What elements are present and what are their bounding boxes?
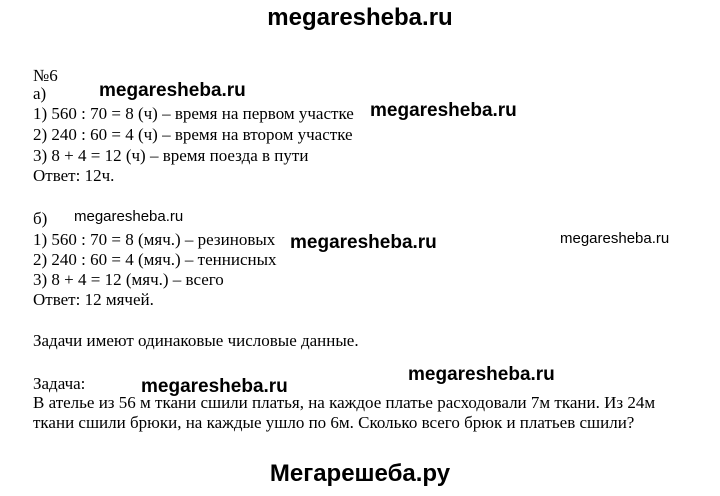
part-b-step-3: 3) 8 + 4 = 12 (мяч.) – всего (33, 270, 224, 289)
part-a-label: а) (33, 84, 47, 103)
conclusion-text: Задачи имеют одинаковые числовые данные. (33, 331, 359, 350)
site-header-watermark: megaresheba.ru (267, 4, 453, 31)
watermark-5: megaresheba.ru (560, 230, 670, 247)
watermark-1: megaresheba.ru (99, 80, 246, 101)
site-footer-watermark: Мегарешеба.ру (269, 460, 451, 487)
part-a-step-3: 3) 8 + 4 = 12 (ч) – время поезда в пути (33, 146, 309, 165)
part-a-step-1: 1) 560 : 70 = 8 (ч) – время на первом участке (33, 104, 354, 123)
problem-line-1: В ателье из 56 м ткани сшили платья, на каждое платье расходовали 7м ткани. Из 24м (33, 393, 656, 412)
part-b-step-1: 1) 560 : 70 = 8 (мяч.) – резиновых (33, 230, 276, 249)
part-b-answer: Ответ: 12 мячей. (33, 290, 154, 309)
part-a-step-2: 2) 240 : 60 = 4 (ч) – время на втором участке (33, 125, 353, 144)
watermark-6: megaresheba.ru (408, 364, 555, 385)
problem-label: Задача: (33, 374, 86, 393)
watermark-2: megaresheba.ru (370, 100, 517, 121)
part-a-answer: Ответ: 12ч. (33, 166, 115, 185)
watermark-7: megaresheba.ru (141, 376, 288, 397)
task-number: №6 (33, 66, 58, 85)
watermark-3: megaresheba.ru (74, 208, 184, 225)
problem-line-2: ткани сшили брюки, на каждые ушло по 6м. Сколько всего брюк и платьев сшили? (33, 413, 635, 432)
part-b-step-2: 2) 240 : 60 = 4 (мяч.) – теннисных (33, 250, 277, 269)
part-b-label: б) (33, 209, 48, 228)
watermark-4: megaresheba.ru (290, 232, 437, 253)
